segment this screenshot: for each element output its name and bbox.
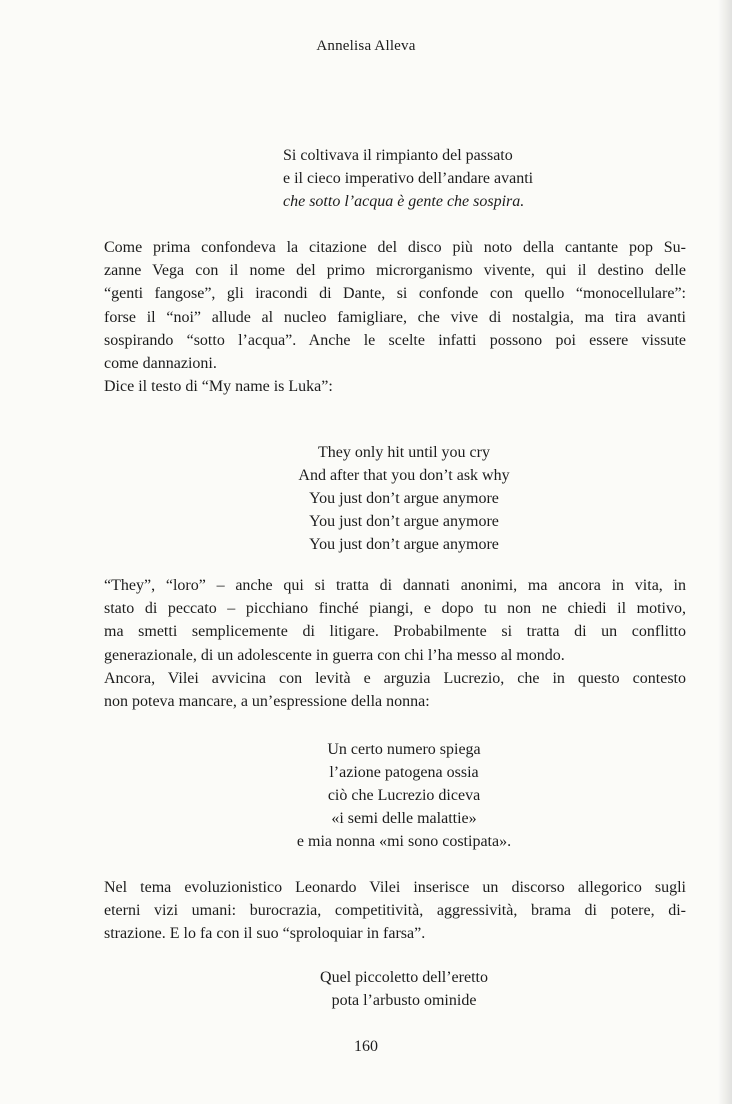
lyric-line: And after that you don’t ask why: [298, 467, 510, 484]
paragraph-they: [104, 574, 686, 713]
verse-line: Quel piccoletto dell’eretto: [320, 969, 488, 986]
verse-line: l’azione patogena ossia: [329, 764, 479, 781]
poem-piccoletto-verse: [244, 966, 564, 1012]
verse-line: ciò che Lucrezio diceva: [327, 787, 481, 804]
paragraph-line: Nel tema evoluzionistico Leonardo Vilei inserisce un discorso allegorico sugli: [104, 879, 686, 896]
lyric-line: You just don’t argue anymore: [309, 513, 499, 530]
song-lyrics-verse: [244, 441, 564, 556]
running-header-author: Annelisa Alleva: [316, 38, 416, 54]
paragraph-line: stato di peccato – picchiano finché piangi, e dopo tu non ne chiedi il motivo,: [104, 600, 686, 618]
lyric-line: They only hit until you cry: [318, 444, 490, 461]
paragraph-suzanne-vega: [104, 236, 686, 398]
paragraph-line: forse il “noi” allude al nucleo famigliare, che vive di nostalgia, ma tira avanti: [104, 308, 686, 326]
paragraph-line: zanne Vega con il nome del primo microrganismo vivente, qui il destino delle: [104, 262, 686, 280]
paragraph-intro-line: Dice il testo di “My name is Luka”:: [104, 378, 333, 396]
verse-line: Un certo numero spiega: [327, 741, 481, 758]
verse-line: e il cieco imperativo dell’andare avanti: [283, 170, 534, 187]
paragraph-line: generazionale, di un adolescente in guerra con chi l’ha messo al mondo.: [104, 646, 565, 664]
verse-line: pota l’arbusto ominide: [331, 992, 477, 1009]
verse-line: e mia nonna «mi sono costipata».: [296, 833, 512, 850]
epigraph-verse: [283, 144, 533, 213]
paragraph-line: come dannazioni.: [104, 355, 217, 373]
paragraph-line: Ancora, Vilei avvicina con levità e arguzia Lucrezio, che in questo contesto: [104, 669, 686, 687]
verse-line-italic: che sotto l’acqua è gente che sospira.: [283, 193, 525, 210]
poem-lucrezio-verse: [214, 738, 594, 853]
lyric-line: You just don’t argue anymore: [309, 490, 499, 507]
paragraph-line: non poteva mancare, a un’espressione della nonna:: [104, 693, 430, 711]
paragraph-line: ma smetti semplicemente di litigare. Probabilmente si tratta di un conflitto: [104, 623, 686, 641]
page-number: 160: [354, 1038, 378, 1055]
paragraph-line: eterni vizi umani: burocrazia, competitività, aggressività, brama di potere, di-: [104, 902, 686, 920]
paragraph-line: strazione. E lo fa con il suo “sproloquiar in farsa”.: [104, 925, 426, 943]
paragraph-line: “genti fangose”, gli iracondi di Dante, si confonde con quello “monocellulare”:: [104, 285, 686, 303]
verse-line: «i semi delle malattie»: [331, 810, 477, 827]
verse-line: Si coltivava il rimpianto del passato: [283, 147, 513, 164]
paragraph-line: Come prima confondeva la citazione del disco più noto della cantante pop Su-: [104, 239, 686, 256]
paragraph-line: “They”, “loro” – anche qui si tratta di dannati anonimi, ma ancora in vita, in: [104, 577, 686, 594]
lyric-line: You just don’t argue anymore: [309, 536, 499, 553]
page-edge-shadow: [718, 0, 732, 1104]
paragraph-line: sospirando “sotto l’acqua”. Anche le scelte infatti possono poi essere vissute: [104, 331, 686, 349]
paragraph-evolution: [104, 876, 686, 946]
